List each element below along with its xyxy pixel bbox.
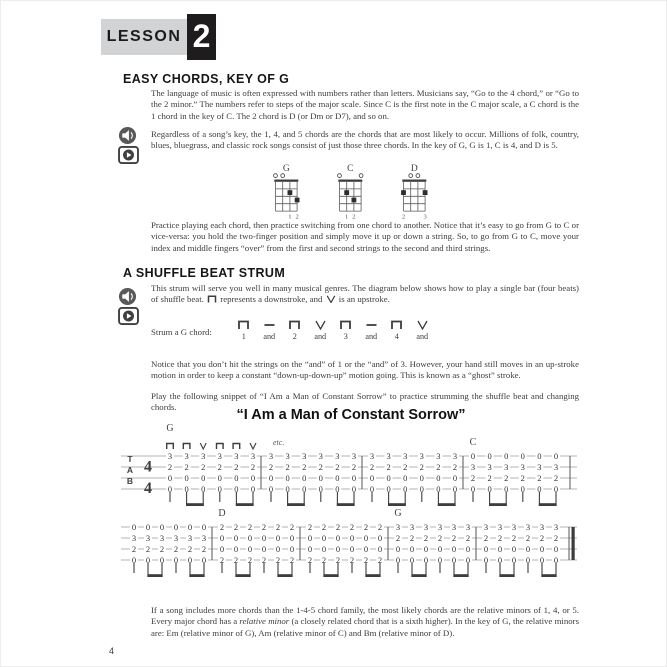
- svg-text:2: 2: [349, 555, 355, 565]
- upstroke-icon: [314, 320, 327, 330]
- svg-text:0: 0: [363, 544, 369, 554]
- svg-text:0: 0: [483, 555, 489, 565]
- svg-text:2: 2: [349, 522, 355, 532]
- svg-text:3: 3: [553, 462, 559, 472]
- svg-text:3: 3: [184, 451, 189, 461]
- svg-text:2: 2: [321, 522, 327, 532]
- svg-text:0: 0: [409, 544, 415, 554]
- svg-text:0: 0: [187, 555, 193, 565]
- shuffle-intro-text-2: represents a downstroke, and: [220, 294, 323, 305]
- svg-text:2: 2: [395, 533, 401, 543]
- svg-text:0: 0: [363, 533, 369, 543]
- svg-text:3: 3: [201, 533, 207, 543]
- paragraph-play-snippet: Play the following snippet of “I Am a Man of Constant Sorrow” to practice strumming the shuffle beat and changing chords.: [151, 391, 579, 413]
- svg-text:3: 3: [451, 522, 457, 532]
- strum-pattern: [151, 319, 435, 341]
- svg-text:0: 0: [268, 484, 274, 494]
- paragraph-145-chords: Regardless of a song’s key, the 1, 4, and 5 chords are the chords that are most likely to occur. Millions of folk, country, blues, bluegrass, and classic rock songs consist of just those three chords. In the key of G, G is 1, C is 4, and D is 5.: [151, 129, 579, 151]
- beat-count-label: and: [314, 332, 327, 341]
- svg-text:0: 0: [553, 484, 559, 494]
- svg-text:4: 4: [144, 458, 152, 476]
- beat-count-label: and: [263, 332, 276, 341]
- svg-text:0: 0: [351, 484, 357, 494]
- strum-beat-and: [359, 319, 385, 341]
- downstroke-icon: [288, 320, 301, 330]
- svg-text:0: 0: [539, 544, 545, 554]
- svg-text:0: 0: [289, 544, 295, 554]
- video-icon: [118, 307, 139, 330]
- svg-text:3: 3: [465, 522, 471, 532]
- upstroke-icon: [416, 320, 429, 330]
- paragraph-shuffle-intro: [151, 283, 579, 306]
- svg-text:0: 0: [302, 484, 307, 494]
- svg-text:3: 3: [173, 533, 179, 543]
- svg-text:1: 1: [345, 213, 349, 220]
- svg-text:0: 0: [285, 473, 290, 483]
- svg-text:G: G: [282, 164, 290, 174]
- svg-text:0: 0: [184, 484, 189, 494]
- chord-diagram-D: [389, 163, 437, 220]
- svg-text:0: 0: [268, 473, 274, 483]
- svg-text:0: 0: [423, 544, 429, 554]
- svg-text:0: 0: [465, 555, 471, 565]
- svg-text:3: 3: [470, 462, 476, 472]
- svg-text:3: 3: [504, 462, 509, 472]
- svg-text:3: 3: [234, 451, 239, 461]
- svg-text:3: 3: [452, 451, 458, 461]
- svg-text:0: 0: [167, 484, 173, 494]
- svg-text:3: 3: [131, 533, 137, 543]
- svg-text:G: G: [394, 508, 402, 519]
- dashstroke-icon: [263, 320, 276, 330]
- svg-text:2: 2: [553, 473, 559, 483]
- svg-text:3: 3: [302, 451, 307, 461]
- svg-text:0: 0: [302, 473, 307, 483]
- svg-text:0: 0: [437, 555, 443, 565]
- svg-text:0: 0: [377, 544, 383, 554]
- svg-text:3: 3: [436, 451, 441, 461]
- svg-text:0: 0: [369, 473, 375, 483]
- svg-text:0: 0: [451, 544, 457, 554]
- section-heading-shuffle-strum: A SHUFFLE BEAT STRUM: [123, 266, 286, 280]
- svg-text:0: 0: [285, 484, 290, 494]
- svg-text:0: 0: [553, 451, 559, 461]
- svg-text:3: 3: [268, 451, 274, 461]
- svg-text:2: 2: [369, 462, 375, 472]
- svg-text:2: 2: [483, 533, 489, 543]
- svg-text:0: 0: [335, 473, 340, 483]
- svg-text:0: 0: [261, 533, 267, 543]
- svg-text:0: 0: [537, 451, 542, 461]
- shuffle-intro-text-3: is an upstroke.: [338, 294, 390, 305]
- svg-text:0: 0: [219, 544, 225, 554]
- svg-text:2: 2: [307, 522, 313, 532]
- svg-text:0: 0: [145, 522, 151, 532]
- svg-text:2: 2: [233, 555, 239, 565]
- svg-text:3: 3: [409, 522, 415, 532]
- svg-text:1: 1: [288, 213, 292, 220]
- svg-text:0: 0: [419, 484, 424, 494]
- svg-text:0: 0: [335, 533, 341, 543]
- svg-text:2: 2: [234, 462, 239, 472]
- svg-text:0: 0: [307, 533, 313, 543]
- svg-text:2: 2: [487, 473, 492, 483]
- svg-text:T: T: [127, 454, 133, 464]
- svg-text:0: 0: [483, 544, 489, 554]
- svg-text:3: 3: [483, 522, 489, 532]
- svg-text:2: 2: [275, 522, 281, 532]
- svg-text:2: 2: [409, 533, 415, 543]
- lesson-badge-label: LESSON: [101, 19, 187, 55]
- svg-text:0: 0: [217, 473, 222, 483]
- svg-text:2: 2: [363, 522, 369, 532]
- relative-minors-text-2: (a closely related chord that is a sixth higher). In the key of G, the relative minors are: Em (relative minor of G), Am (relative minor of C) and Bm (relative minor of D).: [151, 616, 580, 638]
- svg-text:2: 2: [250, 462, 256, 472]
- svg-text:0: 0: [386, 473, 391, 483]
- svg-text:2: 2: [520, 473, 525, 483]
- svg-text:0: 0: [217, 484, 222, 494]
- svg-text:0: 0: [131, 555, 137, 565]
- strum-beat-4: [384, 319, 410, 341]
- svg-text:2: 2: [289, 555, 295, 565]
- section-heading-easy-chords: EASY CHORDS, KEY OF G: [123, 72, 290, 86]
- svg-text:3: 3: [369, 451, 375, 461]
- svg-text:2: 2: [201, 462, 206, 472]
- paragraph-number-language: The language of music is often expressed with numbers rather than letters. Musicians say, “Go to the 4 chord,” or “Go to the 2 minor.” The numbers refer to steps of the major scale. Since C is the first note in the C major scale, a C chord is the 1 chord in the key of C. The 2 chord is D (or Dm or D7), and so on.: [151, 88, 579, 121]
- svg-text:0: 0: [318, 473, 323, 483]
- svg-text:2: 2: [219, 522, 225, 532]
- strum-pattern-label: Strum a G chord:: [151, 327, 212, 337]
- svg-text:0: 0: [145, 555, 151, 565]
- svg-text:2: 2: [352, 213, 356, 220]
- svg-text:2: 2: [553, 533, 559, 543]
- strum-beat-2: [282, 319, 308, 341]
- tab-staff-line-2: [119, 507, 579, 583]
- svg-text:3: 3: [423, 522, 429, 532]
- strum-beat-and: [410, 319, 436, 341]
- svg-text:0: 0: [403, 473, 408, 483]
- svg-text:2: 2: [307, 555, 313, 565]
- svg-text:3: 3: [511, 522, 517, 532]
- svg-text:3: 3: [395, 522, 401, 532]
- strum-beat-and: [308, 319, 334, 341]
- svg-text:0: 0: [131, 522, 137, 532]
- svg-text:3: 3: [525, 522, 531, 532]
- svg-text:2: 2: [351, 462, 357, 472]
- svg-text:3: 3: [520, 462, 525, 472]
- tab-staff-line-1: [119, 424, 579, 510]
- shuffle-intro-text-1: This strum will serve you well in many musical genres. The diagram below shows how to play a single bar (four beats) of shuffle beat.: [151, 283, 579, 305]
- downstroke-icon: [390, 320, 403, 330]
- svg-text:0: 0: [289, 533, 295, 543]
- beat-count-label: 3: [343, 332, 348, 341]
- svg-text:0: 0: [525, 555, 531, 565]
- svg-text:0: 0: [423, 555, 429, 565]
- svg-text:3: 3: [351, 451, 357, 461]
- svg-text:0: 0: [369, 484, 375, 494]
- svg-text:2: 2: [539, 533, 545, 543]
- svg-text:2: 2: [419, 462, 424, 472]
- relative-minors-italic: relative minor: [239, 616, 290, 627]
- svg-text:2: 2: [470, 473, 476, 483]
- svg-text:0: 0: [520, 484, 525, 494]
- svg-text:4: 4: [144, 480, 152, 497]
- strum-pattern-symbols: [231, 319, 435, 341]
- svg-text:3: 3: [437, 522, 443, 532]
- svg-text:0: 0: [184, 473, 189, 483]
- svg-text:0: 0: [497, 555, 503, 565]
- svg-text:2: 2: [504, 473, 509, 483]
- svg-text:0: 0: [233, 544, 239, 554]
- svg-text:0: 0: [201, 473, 206, 483]
- svg-text:0: 0: [261, 544, 267, 554]
- lesson-badge-number: 2: [187, 14, 216, 60]
- svg-text:2: 2: [377, 555, 383, 565]
- svg-text:0: 0: [487, 484, 492, 494]
- video-icon: [118, 146, 139, 169]
- chord-diagram-row: [261, 163, 437, 220]
- svg-text:0: 0: [234, 484, 239, 494]
- svg-text:0: 0: [173, 522, 179, 532]
- svg-text:3: 3: [487, 462, 492, 472]
- svg-text:2: 2: [285, 462, 290, 472]
- svg-text:2: 2: [268, 462, 274, 472]
- svg-text:0: 0: [275, 544, 281, 554]
- svg-text:3: 3: [201, 451, 206, 461]
- svg-text:B: B: [126, 476, 134, 486]
- svg-text:2: 2: [318, 462, 323, 472]
- svg-text:0: 0: [247, 533, 253, 543]
- svg-text:2: 2: [247, 555, 253, 565]
- svg-text:0: 0: [377, 533, 383, 543]
- svg-text:2: 2: [247, 522, 253, 532]
- strum-beat-and: [257, 319, 283, 341]
- svg-text:0: 0: [504, 484, 509, 494]
- svg-text:0: 0: [537, 484, 542, 494]
- svg-text:2: 2: [377, 522, 383, 532]
- svg-text:0: 0: [335, 484, 340, 494]
- svg-text:0: 0: [451, 555, 457, 565]
- svg-text:0: 0: [465, 544, 471, 554]
- svg-text:0: 0: [275, 533, 281, 543]
- svg-text:0: 0: [470, 484, 476, 494]
- svg-text:0: 0: [553, 544, 559, 554]
- svg-text:0: 0: [187, 522, 193, 532]
- svg-text:2: 2: [423, 533, 429, 543]
- svg-text:3: 3: [403, 451, 408, 461]
- svg-text:0: 0: [511, 544, 517, 554]
- svg-text:0: 0: [321, 544, 327, 554]
- svg-text:2: 2: [363, 555, 369, 565]
- svg-text:3: 3: [217, 451, 222, 461]
- svg-text:0: 0: [167, 473, 173, 483]
- svg-text:0: 0: [201, 522, 207, 532]
- svg-text:3: 3: [250, 451, 256, 461]
- svg-text:2: 2: [437, 533, 443, 543]
- beat-count-label: and: [416, 332, 429, 341]
- svg-text:3: 3: [539, 522, 545, 532]
- relative-minors-text-1: If a song includes more chords than the 1-4-5 chord family, the most likely chords are the relative minors of 1, 4, or 5. Every major chord has a: [151, 605, 579, 627]
- svg-text:2: 2: [302, 462, 307, 472]
- svg-text:0: 0: [307, 544, 313, 554]
- svg-text:0: 0: [452, 473, 458, 483]
- svg-text:0: 0: [351, 473, 357, 483]
- svg-text:3: 3: [167, 451, 173, 461]
- svg-text:3: 3: [553, 522, 559, 532]
- svg-text:etc.: etc.: [273, 438, 285, 447]
- svg-text:D: D: [218, 508, 226, 519]
- beat-count-label: 1: [241, 332, 246, 341]
- svg-text:3: 3: [537, 462, 542, 472]
- svg-text:0: 0: [553, 555, 559, 565]
- svg-text:0: 0: [409, 555, 415, 565]
- page-number: 4: [109, 646, 115, 656]
- chord-diagram-C: [325, 163, 373, 220]
- svg-text:0: 0: [511, 555, 517, 565]
- svg-text:2: 2: [219, 555, 225, 565]
- svg-text:2: 2: [537, 473, 542, 483]
- downstroke-icon: [339, 320, 352, 330]
- svg-text:C: C: [347, 164, 354, 174]
- svg-text:0: 0: [335, 544, 341, 554]
- svg-text:C: C: [469, 437, 477, 448]
- svg-text:0: 0: [497, 544, 503, 554]
- svg-text:0: 0: [349, 544, 355, 554]
- svg-text:D: D: [410, 164, 418, 174]
- svg-text:0: 0: [436, 473, 441, 483]
- svg-text:3: 3: [423, 213, 427, 220]
- svg-text:2: 2: [403, 462, 408, 472]
- svg-text:0: 0: [504, 451, 509, 461]
- svg-text:3: 3: [159, 533, 165, 543]
- svg-text:2: 2: [451, 533, 457, 543]
- svg-text:0: 0: [419, 473, 424, 483]
- svg-text:2: 2: [289, 522, 295, 532]
- svg-text:0: 0: [321, 533, 327, 543]
- svg-text:3: 3: [497, 522, 503, 532]
- downstroke-icon: [237, 320, 250, 330]
- svg-text:0: 0: [520, 451, 525, 461]
- svg-text:2: 2: [335, 462, 340, 472]
- beat-count-label: and: [365, 332, 378, 341]
- svg-text:0: 0: [201, 484, 206, 494]
- svg-text:0: 0: [250, 473, 256, 483]
- svg-text:0: 0: [349, 533, 355, 543]
- paragraph-relative-minors: [151, 605, 579, 639]
- svg-text:3: 3: [419, 451, 424, 461]
- dashstroke-icon: [365, 320, 378, 330]
- svg-text:0: 0: [233, 533, 239, 543]
- strum-beat-1: [231, 319, 257, 341]
- svg-text:2: 2: [465, 533, 471, 543]
- song-title: “I Am a Man of Constant Sorrow”: [236, 407, 466, 423]
- svg-text:2: 2: [497, 533, 503, 543]
- svg-text:0: 0: [201, 555, 207, 565]
- svg-text:2: 2: [184, 462, 189, 472]
- svg-text:0: 0: [525, 544, 531, 554]
- svg-text:0: 0: [487, 451, 492, 461]
- strum-beat-3: [333, 319, 359, 341]
- svg-text:0: 0: [173, 555, 179, 565]
- svg-text:2: 2: [261, 555, 267, 565]
- svg-text:0: 0: [159, 522, 165, 532]
- svg-text:3: 3: [285, 451, 290, 461]
- svg-text:2: 2: [167, 462, 173, 472]
- svg-text:2: 2: [401, 213, 406, 220]
- svg-text:2: 2: [295, 213, 299, 220]
- svg-text:2: 2: [173, 544, 179, 554]
- svg-text:2: 2: [452, 462, 458, 472]
- svg-text:G: G: [166, 424, 174, 434]
- svg-text:0: 0: [470, 451, 476, 461]
- svg-text:2: 2: [321, 555, 327, 565]
- svg-text:0: 0: [247, 544, 253, 554]
- svg-text:0: 0: [395, 544, 401, 554]
- svg-text:0: 0: [159, 555, 165, 565]
- svg-text:0: 0: [452, 484, 458, 494]
- svg-text:3: 3: [318, 451, 323, 461]
- svg-text:2: 2: [335, 555, 341, 565]
- svg-text:2: 2: [233, 522, 239, 532]
- svg-text:2: 2: [217, 462, 222, 472]
- svg-text:2: 2: [275, 555, 281, 565]
- svg-text:2: 2: [131, 544, 137, 554]
- svg-text:0: 0: [437, 544, 443, 554]
- svg-text:2: 2: [187, 544, 193, 554]
- beat-count-label: 4: [394, 332, 399, 341]
- svg-text:A: A: [126, 465, 134, 475]
- chord-diagram-G: [261, 163, 309, 220]
- svg-text:2: 2: [335, 522, 341, 532]
- upstroke-icon: [326, 295, 336, 303]
- svg-text:0: 0: [219, 533, 225, 543]
- svg-text:2: 2: [201, 544, 207, 554]
- svg-text:3: 3: [335, 451, 340, 461]
- svg-text:3: 3: [187, 533, 193, 543]
- svg-text:0: 0: [395, 555, 401, 565]
- svg-text:3: 3: [145, 533, 151, 543]
- svg-text:0: 0: [386, 484, 391, 494]
- svg-text:2: 2: [525, 533, 531, 543]
- svg-text:2: 2: [159, 544, 165, 554]
- svg-text:0: 0: [403, 484, 408, 494]
- svg-text:0: 0: [250, 484, 256, 494]
- svg-text:2: 2: [511, 533, 517, 543]
- paragraph-practice-switching: Practice playing each chord, then practice switching from one chord to another. Notice that it’s easy to go from G to C or vice-versa: you hold the two-finger position and simply move it up or down a string. So, to go from G to C, move your index and middle fingers “over” from the first and second strings to the second and third strings.: [151, 220, 579, 253]
- beat-count-label: 2: [292, 332, 297, 341]
- svg-text:0: 0: [234, 473, 239, 483]
- downstroke-icon: [207, 295, 217, 303]
- paragraph-ghost-stroke: Notice that you don’t hit the strings on the “and” of 1 or the “and” of 3. However, your hand still moves in an up-stroke motion in order to keep a constant “down-up-down-up” motion going. This is known as a “ghost” stroke.: [151, 359, 579, 381]
- svg-text:0: 0: [318, 484, 323, 494]
- svg-text:2: 2: [436, 462, 441, 472]
- svg-text:2: 2: [386, 462, 391, 472]
- svg-text:0: 0: [436, 484, 441, 494]
- svg-text:0: 0: [539, 555, 545, 565]
- svg-text:3: 3: [386, 451, 391, 461]
- svg-text:2: 2: [261, 522, 267, 532]
- svg-text:2: 2: [145, 544, 151, 554]
